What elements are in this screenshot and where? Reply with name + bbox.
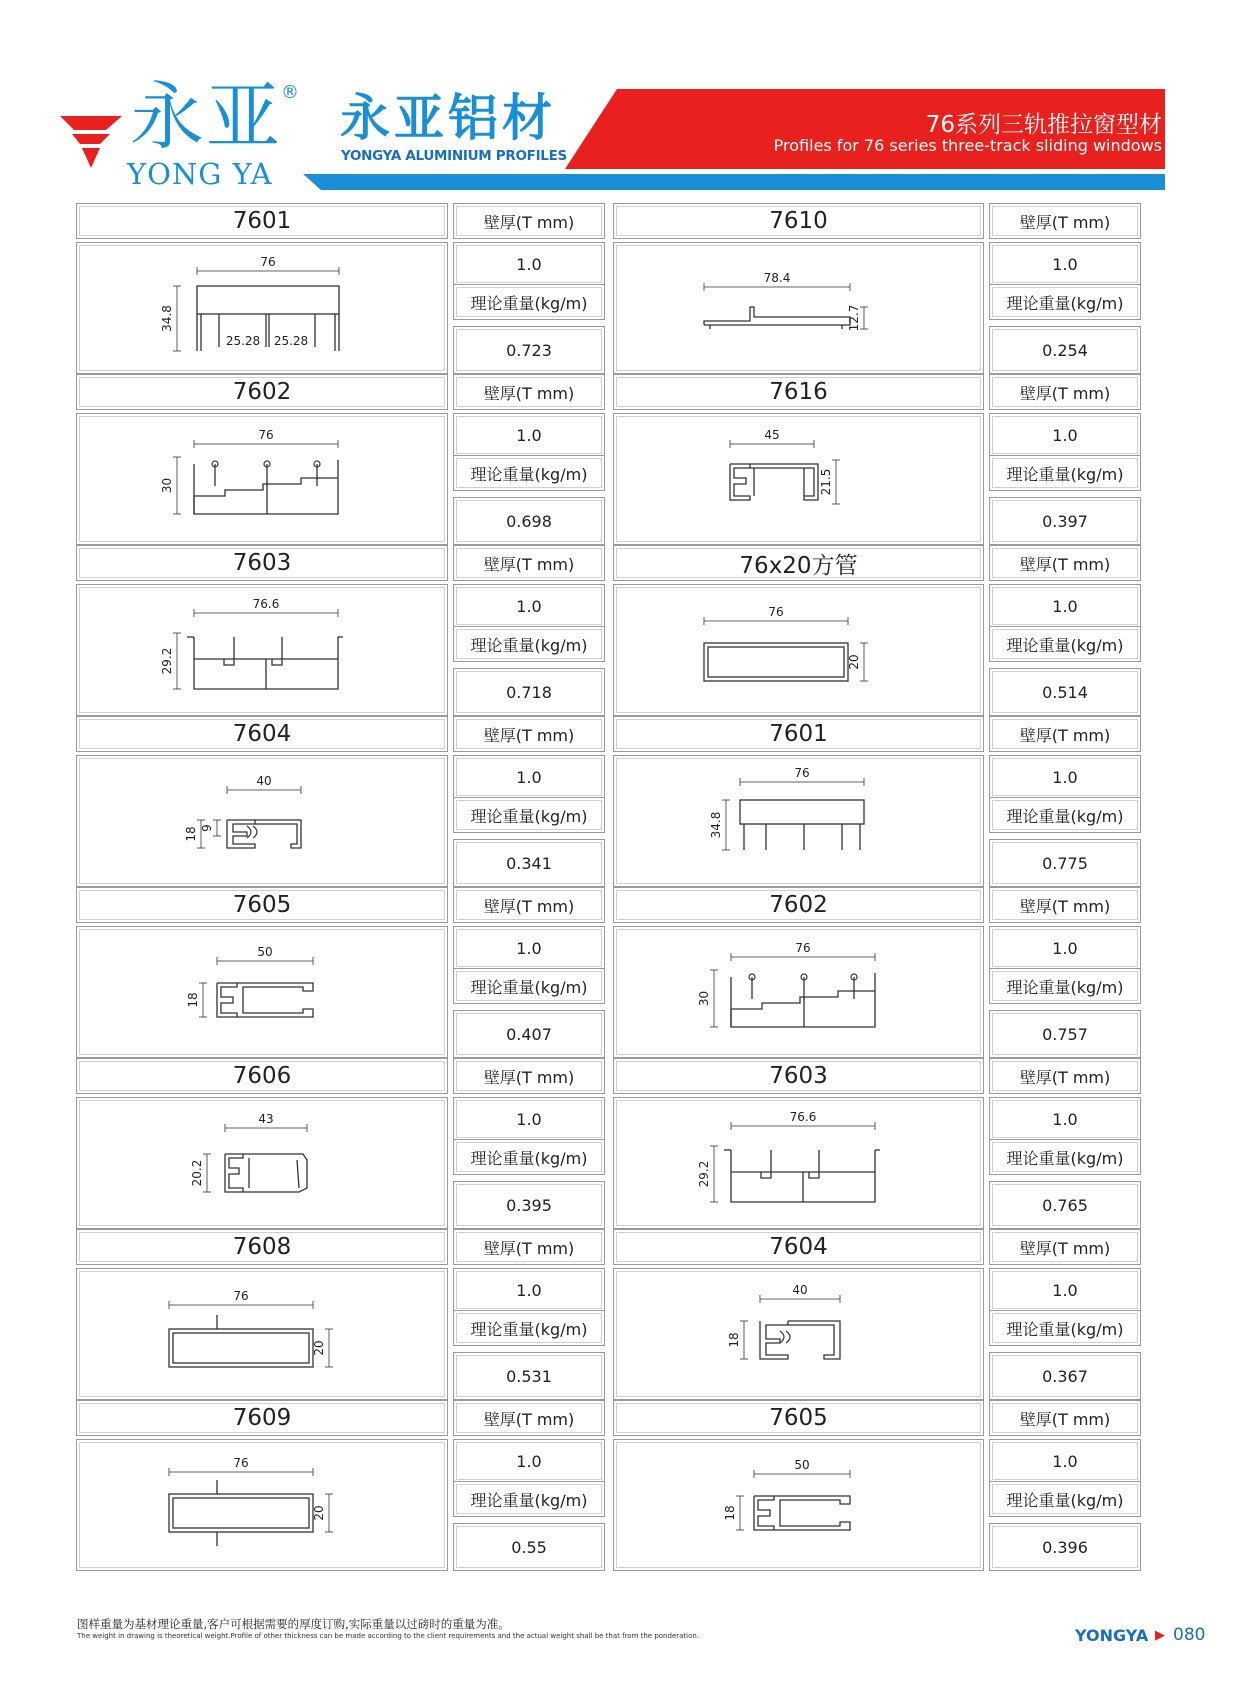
weight-value: 0.775: [989, 839, 1141, 887]
thickness-value: 1.0: [453, 755, 605, 799]
profile-code: 7604: [613, 1229, 984, 1265]
dimension-label: 18: [723, 1505, 737, 1521]
thickness-label: 壁厚(T mm): [453, 545, 605, 581]
profile-cross-section: [614, 1440, 985, 1572]
thickness-value: 1.0: [989, 1439, 1141, 1483]
profile-outline: [740, 800, 864, 824]
thickness-value: 1.0: [989, 242, 1141, 286]
thickness-label: 壁厚(T mm): [989, 716, 1141, 752]
dimension-label: 34.8: [160, 305, 174, 332]
weight-value: 0.397: [989, 497, 1141, 545]
thickness-label: 壁厚(T mm): [453, 887, 605, 923]
dimension-label: 9: [200, 824, 214, 832]
thickness-label: 壁厚(T mm): [989, 1400, 1141, 1436]
thickness-value: 1.0: [453, 926, 605, 970]
profile-drawing: [76, 1268, 448, 1400]
profile-cross-section: [77, 1098, 449, 1230]
thickness-value: 1.0: [453, 1097, 605, 1141]
weight-value: 0.723: [453, 326, 605, 374]
profile-outline: [173, 1333, 309, 1363]
profile-outline: [297, 1160, 299, 1188]
dimension-label: 20: [312, 1505, 326, 1521]
profile-cross-section: [77, 756, 449, 888]
weight-value: 0.341: [453, 839, 605, 887]
thickness-value: 1.0: [989, 584, 1141, 628]
profile-code: 7601: [76, 203, 448, 239]
brand-title: 永亚铝材: [340, 89, 556, 147]
profile-cross-section: [614, 1098, 985, 1230]
profile-outline: [761, 1172, 771, 1178]
weight-value: 0.407: [453, 1010, 605, 1058]
dimension-label: 20.2: [190, 1159, 204, 1187]
logo-english-text: YONG YA: [127, 157, 273, 191]
profile-outline: [272, 659, 282, 665]
dimension-label: 78.4: [763, 271, 791, 285]
play-arrow-icon: ▶: [1155, 1628, 1165, 1643]
series-title: 76系列三轨推拉窗型材: [925, 112, 1162, 138]
thickness-label: 壁厚(T mm): [453, 716, 605, 752]
profile-drawing: [76, 242, 448, 374]
profile-outline: [255, 820, 301, 848]
thickness-value: 1.0: [989, 755, 1141, 799]
thickness-label: 壁厚(T mm): [989, 374, 1141, 410]
thickness-label: 壁厚(T mm): [989, 1058, 1141, 1094]
weight-value: 0.531: [453, 1352, 605, 1400]
weight-label: 理论重量(kg/m): [453, 284, 605, 320]
profile-outline: [169, 1329, 313, 1367]
yongya-logo-icon: [60, 108, 122, 170]
thickness-value: 1.0: [989, 1097, 1141, 1141]
profile-outline: [780, 1331, 790, 1343]
thickness-label: 壁厚(T mm): [453, 1400, 605, 1436]
thickness-value: 1.0: [453, 413, 605, 457]
profile-cross-section: [614, 243, 985, 375]
dimension-label: 76: [233, 1456, 249, 1470]
profile-outline: [809, 1172, 819, 1178]
weight-value: 0.765: [989, 1181, 1141, 1229]
weight-value: 0.718: [453, 668, 605, 716]
profile-code: 7604: [76, 716, 448, 752]
profile-code: 7608: [76, 1229, 448, 1265]
weight-label: 理论重量(kg/m): [453, 1310, 605, 1346]
thickness-label: 壁厚(T mm): [453, 203, 605, 239]
weight-label: 理论重量(kg/m): [989, 455, 1141, 491]
profile-outline: [708, 647, 844, 677]
profile-code: 7603: [613, 1058, 984, 1094]
thickness-value: 1.0: [453, 1439, 605, 1483]
weight-label: 理论重量(kg/m): [453, 626, 605, 662]
profile-cross-section: [77, 1440, 449, 1572]
profile-outline: [224, 659, 234, 665]
page-number: 080: [1173, 1625, 1206, 1645]
profile-cross-section: [614, 927, 985, 1059]
registered-mark: ®: [281, 82, 299, 103]
profile-cross-section: [77, 585, 449, 717]
profile-outline: [197, 286, 339, 314]
profile-drawing: [76, 584, 448, 716]
thickness-label: 壁厚(T mm): [989, 545, 1141, 581]
profile-cross-section: [77, 1269, 449, 1401]
profile-outline: [760, 1321, 788, 1359]
dimension-label: 76: [233, 1289, 249, 1303]
dimension-label: 12.7: [847, 304, 861, 332]
profile-drawing: [613, 1268, 984, 1400]
dimension-label: 18: [727, 1332, 741, 1348]
weight-value: 0.395: [453, 1181, 605, 1229]
weight-label: 理论重量(kg/m): [989, 797, 1141, 833]
weight-value: 0.396: [989, 1523, 1141, 1571]
profile-outline: [788, 1321, 840, 1359]
profile-outline: [247, 826, 257, 838]
thickness-label: 壁厚(T mm): [989, 887, 1141, 923]
dimension-label: 76: [768, 605, 784, 619]
profile-outline: [730, 464, 750, 500]
profile-code: 7601: [613, 716, 984, 752]
profile-drawing: [613, 413, 984, 545]
dimension-label: 43: [258, 1112, 274, 1126]
profile-cross-section: [77, 243, 449, 375]
profile-code: 7606: [76, 1058, 448, 1094]
profile-outline: [217, 983, 237, 1017]
profile-code: 7605: [613, 1400, 984, 1436]
profile-drawing: [613, 1097, 984, 1229]
profile-cross-section: [614, 585, 985, 717]
profile-drawing: [76, 1097, 448, 1229]
profile-outline: [754, 1496, 774, 1530]
dimension-label: 30: [160, 477, 174, 494]
profile-code: 7603: [76, 545, 448, 581]
thickness-label: 壁厚(T mm): [453, 374, 605, 410]
profile-drawing: [76, 926, 448, 1058]
logo-chinese-text: 永亚: [130, 74, 282, 160]
series-subtitle: Profiles for 76 series three-track sliding windows: [773, 136, 1162, 155]
weight-label: 理论重量(kg/m): [453, 968, 605, 1004]
dimension-label: 45: [764, 428, 780, 442]
dimension-label: 29.2: [160, 647, 174, 675]
thickness-label: 壁厚(T mm): [453, 1058, 605, 1094]
weight-value: 0.367: [989, 1352, 1141, 1400]
profile-drawing: [76, 1439, 448, 1571]
weight-label: 理论重量(kg/m): [989, 284, 1141, 320]
dimension-label: 21.5: [819, 468, 833, 496]
dimension-label: 20: [847, 654, 861, 670]
weight-label: 理论重量(kg/m): [453, 797, 605, 833]
weight-label: 理论重量(kg/m): [453, 455, 605, 491]
dimension-label: 76: [795, 941, 811, 955]
weight-value: 0.254: [989, 326, 1141, 374]
thickness-value: 1.0: [453, 242, 605, 286]
dimension-label: 40: [256, 774, 272, 788]
weight-label: 理论重量(kg/m): [989, 1481, 1141, 1517]
dimension-label: 40: [792, 1283, 808, 1297]
profile-outline: [774, 1496, 850, 1530]
profile-cross-section: [614, 1269, 985, 1401]
profile-code: 7602: [76, 374, 448, 410]
weight-label: 理论重量(kg/m): [989, 968, 1141, 1004]
profile-code: 76x20方管: [613, 545, 984, 581]
weight-label: 理论重量(kg/m): [453, 1139, 605, 1175]
thickness-label: 壁厚(T mm): [989, 1229, 1141, 1265]
profile-drawing: [613, 926, 984, 1058]
profile-outline: [750, 464, 818, 500]
dimension-label: 76.6: [789, 1110, 817, 1124]
dimension-label: 18: [184, 826, 198, 842]
weight-value: 0.514: [989, 668, 1141, 716]
thickness-label: 壁厚(T mm): [989, 203, 1141, 239]
brand-subtitle: YONGYA ALUMINIUM PROFILES: [341, 148, 567, 164]
thickness-value: 1.0: [989, 413, 1141, 457]
profile-cross-section: [614, 756, 985, 888]
dimension-label: 25.28: [273, 334, 309, 348]
profile-code: 7610: [613, 203, 984, 239]
weight-label: 理论重量(kg/m): [989, 1139, 1141, 1175]
dimension-label: 76: [794, 766, 810, 780]
dimension-label: 50: [257, 945, 273, 959]
footer-note-chinese: 图样重量为基材理论重量,客户可根据需要的厚度订购,实际重量以过磅时的重量为准。: [77, 1617, 510, 1631]
profile-cross-section: [614, 414, 985, 546]
thickness-value: 1.0: [989, 926, 1141, 970]
dimension-label: 20: [312, 1340, 326, 1356]
profile-drawing: [613, 242, 984, 374]
profile-drawing: [76, 413, 448, 545]
profile-cross-section: [77, 927, 449, 1059]
profile-drawing: [613, 1439, 984, 1571]
profile-drawing: [613, 755, 984, 887]
profile-outline: [169, 1494, 313, 1532]
profile-outline: [704, 643, 848, 681]
weight-label: 理论重量(kg/m): [989, 1310, 1141, 1346]
dimension-label: 34.8: [709, 811, 723, 839]
profile-outline: [237, 983, 313, 1017]
profile-drawing: [613, 584, 984, 716]
dimension-label: 76.6: [252, 597, 280, 611]
dimension-label: 50: [794, 1458, 810, 1472]
weight-value: 0.55: [453, 1523, 605, 1571]
profile-outline: [704, 307, 850, 325]
footer-brand: YONGYA: [1075, 1626, 1149, 1645]
dimension-label: 76: [258, 428, 274, 442]
footer-note-english: The weight in drawing is theoretical weight.Profile of other thickness can be made according to the client requirements and the actual weight shall be that from the ponderation.: [77, 1632, 700, 1640]
profile-code: 7602: [613, 887, 984, 923]
profile-outline: [225, 1154, 243, 1192]
header-blue-stripe: [303, 174, 1165, 190]
weight-value: 0.757: [989, 1010, 1141, 1058]
thickness-value: 1.0: [453, 584, 605, 628]
dimension-label: 18: [186, 992, 200, 1008]
dimension-label: 29.2: [697, 1160, 711, 1188]
profile-code: 7616: [613, 374, 984, 410]
dimension-label: 30: [697, 990, 711, 1007]
dimension-label: 25.28: [225, 334, 261, 348]
thickness-value: 1.0: [453, 1268, 605, 1312]
weight-label: 理论重量(kg/m): [989, 626, 1141, 662]
page-header: [0, 0, 1242, 200]
profile-outline: [173, 1498, 309, 1528]
weight-label: 理论重量(kg/m): [453, 1481, 605, 1517]
profile-cross-section: [77, 414, 449, 546]
profile-code: 7609: [76, 1400, 448, 1436]
profile-drawing: [76, 755, 448, 887]
thickness-value: 1.0: [989, 1268, 1141, 1312]
thickness-label: 壁厚(T mm): [453, 1229, 605, 1265]
weight-value: 0.698: [453, 497, 605, 545]
profile-code: 7605: [76, 887, 448, 923]
dimension-label: 76: [260, 255, 276, 269]
